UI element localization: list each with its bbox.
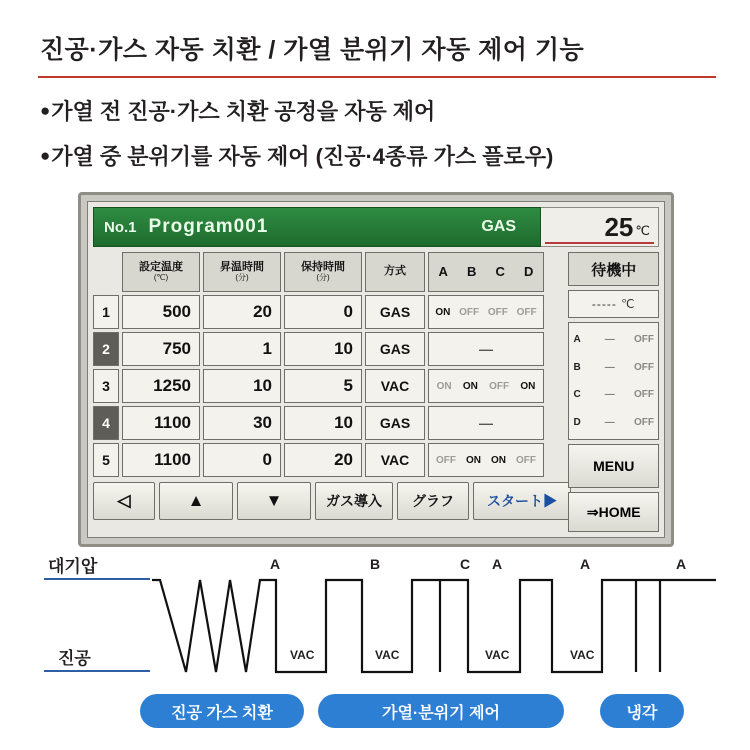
table-header-hold — [284, 252, 362, 292]
cell-gas-1[interactable] — [428, 295, 544, 329]
channel-d-label: D — [573, 416, 581, 428]
status-badge: 待機中 — [568, 252, 659, 286]
gas-a-1: ON — [435, 306, 451, 318]
gas-b-3: ON — [462, 380, 478, 392]
controller-device — [78, 192, 674, 547]
cell-temp-2[interactable]: 750 — [122, 332, 200, 366]
cell-gas-2[interactable]: — — [428, 332, 544, 366]
back-button[interactable]: ◁ — [93, 482, 155, 520]
program-mode: GAS — [481, 218, 516, 235]
channel-d-state: OFF — [634, 416, 654, 428]
program-table — [93, 252, 563, 477]
cell-hold-4[interactable]: 10 — [284, 406, 362, 440]
channel-b-state: OFF — [634, 361, 654, 373]
bullet-text-2: 가열 중 분위기를 자동 제어 (진공·4종류 가스 플로우) — [51, 144, 554, 169]
list-item — [573, 389, 654, 400]
scroll-up-button[interactable]: ▲ — [159, 482, 233, 520]
cell-mode-3[interactable]: VAC — [365, 369, 425, 403]
cell-hold-2[interactable]: 10 — [284, 332, 362, 366]
gas-tag-c1: C — [460, 556, 471, 572]
gas-d-5: OFF — [516, 454, 536, 466]
list-item — [573, 417, 654, 428]
cell-gas-4[interactable]: — — [428, 406, 544, 440]
header-channel-c: C — [495, 264, 505, 280]
header-temp-sub: (℃) — [153, 272, 169, 282]
bullet-marker-1: ● — [40, 101, 51, 120]
gas-tag-a2: A — [492, 556, 503, 572]
header-ramp-main: 昇温時間 — [220, 261, 264, 274]
table-row[interactable]: 3 — [93, 369, 119, 403]
header-ramp-sub: (分) — [235, 272, 249, 282]
controller-screen — [87, 201, 665, 538]
channel-a-label: A — [573, 334, 581, 346]
cell-hold-5[interactable]: 20 — [284, 443, 362, 477]
gas-tag-a4: A — [676, 556, 687, 572]
gas-d-3: ON — [520, 380, 536, 392]
gas-d-1: OFF — [516, 306, 537, 318]
bullet-line-2 — [40, 140, 553, 171]
page-title: 진공·가스 자동 치환 / 가열 분위기 자동 제어 기능 — [40, 36, 585, 64]
table-header-rownum — [93, 252, 119, 292]
header-channel-d: D — [524, 264, 534, 280]
channel-a-state: OFF — [634, 334, 654, 346]
gas-a-3: ON — [436, 380, 452, 392]
cell-hold-1[interactable]: 0 — [284, 295, 362, 329]
channel-b-label: B — [573, 361, 581, 373]
vac-tag-2: VAC — [375, 648, 400, 662]
cell-ramp-4[interactable]: 30 — [203, 406, 281, 440]
gas-tag-a1: A — [270, 556, 281, 572]
cell-ramp-5[interactable]: 0 — [203, 443, 281, 477]
status-panel — [568, 252, 659, 532]
table-header-temp — [122, 252, 200, 292]
gas-intro-button[interactable]: ガス導入 — [315, 482, 393, 520]
phase-pill-atmosphere-control: 가열·분위기 제어 — [318, 694, 564, 728]
cell-mode-4[interactable]: GAS — [365, 406, 425, 440]
phase-pill-purge: 진공 가스 치환 — [140, 694, 304, 728]
pressure-waveform — [40, 552, 720, 692]
cell-gas-3[interactable] — [428, 369, 544, 403]
menu-button[interactable]: MENU — [568, 444, 659, 488]
gas-b-5: ON — [466, 454, 481, 466]
channel-c-label: C — [573, 389, 581, 401]
table-row[interactable]: 1 — [93, 295, 119, 329]
home-button[interactable]: ⇒HOME — [568, 492, 659, 532]
temperature-display — [541, 207, 659, 247]
vac-tag-4: VAC — [570, 648, 595, 662]
gas-b-1: OFF — [459, 306, 480, 318]
program-number: No.1 — [104, 218, 137, 236]
action-button-row — [93, 482, 563, 520]
process-diagram — [40, 552, 720, 692]
table-row[interactable]: 2 — [93, 332, 119, 366]
scroll-down-button[interactable]: ▼ — [237, 482, 311, 520]
cell-hold-3[interactable]: 5 — [284, 369, 362, 403]
channel-c-value: — — [604, 389, 615, 401]
list-item — [573, 362, 654, 373]
channel-b-value: — — [604, 361, 615, 373]
gas-tag-b1: B — [370, 556, 381, 572]
channel-a-value: — — [604, 334, 615, 346]
list-item — [573, 334, 654, 345]
bullet-text-1: 가열 전 진공·가스 치환 공정을 자동 제어 — [51, 99, 436, 124]
vac-tag-1: VAC — [290, 648, 315, 662]
table-row[interactable]: 4 — [93, 406, 119, 440]
vac-tag-3: VAC — [485, 648, 510, 662]
program-table-wrap — [93, 252, 563, 532]
diagram-atm-label: 대기압 — [48, 557, 98, 576]
start-button[interactable]: スタート▶ — [473, 482, 571, 520]
program-banner[interactable] — [93, 207, 541, 247]
title-divider — [38, 76, 716, 78]
program-name: Program001 — [148, 216, 269, 237]
main-area — [93, 252, 659, 532]
cell-temp-3[interactable]: 1250 — [122, 369, 200, 403]
channel-c-state: OFF — [634, 389, 654, 401]
cell-temp-1[interactable]: 500 — [122, 295, 200, 329]
gas-a-5: OFF — [436, 454, 456, 466]
channel-d-value: — — [604, 416, 615, 428]
header-mode-main: 方式 — [384, 265, 406, 278]
bullet-line-1 — [40, 95, 435, 126]
cell-mode-5[interactable]: VAC — [365, 443, 425, 477]
header-hold-main: 保持時間 — [301, 261, 345, 274]
graph-button[interactable]: グラフ — [397, 482, 469, 520]
cell-mode-1[interactable]: GAS — [365, 295, 425, 329]
channel-status-list — [568, 322, 659, 440]
gas-c-1: OFF — [487, 306, 508, 318]
header-temp-main: 設定温度 — [139, 261, 183, 274]
temperature-unit: ℃ — [635, 223, 650, 238]
cell-gas-5[interactable] — [428, 443, 544, 477]
gas-c-5: ON — [491, 454, 506, 466]
gas-tag-a3: A — [580, 556, 591, 572]
header-channel-a: A — [438, 264, 448, 280]
header-channel-b: B — [467, 264, 477, 280]
live-temperature-readout: ----- ℃ — [568, 290, 659, 318]
phase-pill-cooling: 냉각 — [600, 694, 684, 728]
cell-mode-2[interactable]: GAS — [365, 332, 425, 366]
cell-temp-4[interactable]: 1100 — [122, 406, 200, 440]
cell-temp-5[interactable]: 1100 — [122, 443, 200, 477]
status-bar — [93, 207, 659, 247]
table-row[interactable]: 5 — [93, 443, 119, 477]
temperature-value: 25 — [604, 212, 634, 242]
temperature-underline — [545, 242, 654, 244]
table-header-mode — [365, 252, 425, 292]
bullet-marker-2: ● — [40, 146, 51, 165]
header-hold-sub: (分) — [316, 272, 330, 282]
gas-c-3: OFF — [489, 380, 510, 392]
cell-ramp-3[interactable]: 10 — [203, 369, 281, 403]
table-header-gas-channels — [428, 252, 544, 292]
cell-ramp-1[interactable]: 20 — [203, 295, 281, 329]
cell-ramp-2[interactable]: 1 — [203, 332, 281, 366]
diagram-vac-label: 진공 — [58, 649, 91, 668]
table-header-ramp — [203, 252, 281, 292]
